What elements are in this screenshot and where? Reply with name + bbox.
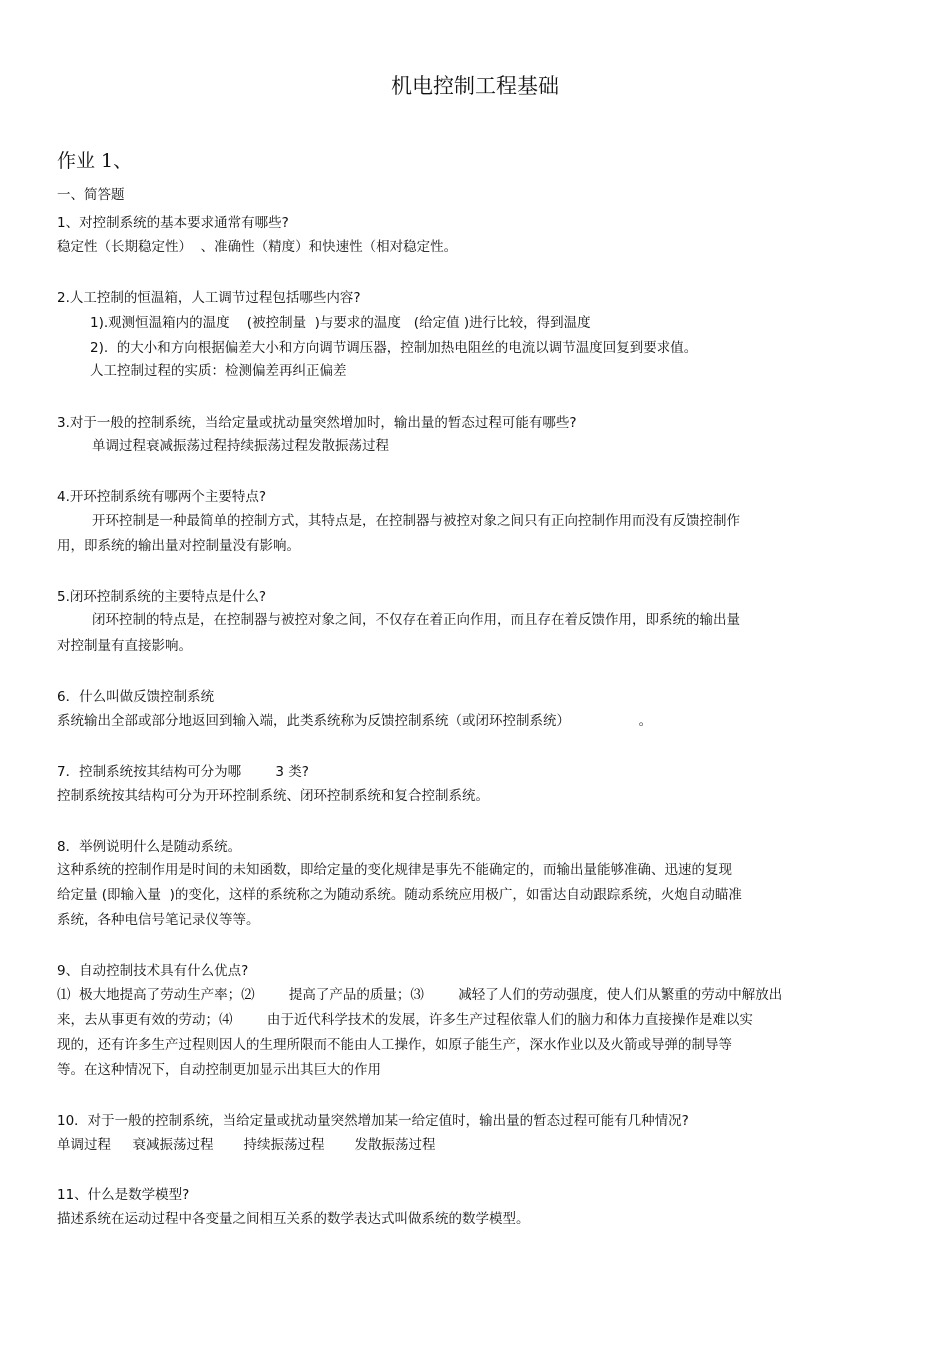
question-1: 1、对控制系统的基本要求通常有哪些?	[57, 215, 289, 231]
question-8: 8．举例说明什么是随动系统。	[57, 839, 242, 855]
answer-9-line-2: 来，去从事更有效的劳动；⑷ 由于近代科学技术的发展，许多生产过程依靠人们的脑力和体力直接操作是难以实	[57, 1012, 753, 1028]
question-5: 5.闭环控制系统的主要特点是什么?	[57, 589, 267, 605]
answer-6: 系统输出全部或部分地返回到输入端，此类系统称为反馈控制系统（或闭环控制系统） 。	[57, 713, 653, 729]
answer-4-line-2: 用，即系统的输出量对控制量没有影响。	[57, 538, 300, 554]
answer-8-line-3: 系统，各种电信号笔记录仪等等。	[57, 912, 260, 928]
answer-10: 单调过程 衰减振荡过程 持续振荡过程 发散振荡过程	[57, 1137, 436, 1153]
section-heading: 一、简答题	[57, 187, 125, 203]
answer-7: 控制系统按其结构可分为开环控制系统、闭环控制系统和复合控制系统。	[57, 788, 489, 804]
question-4: 4.开环控制系统有哪两个主要特点?	[57, 489, 267, 505]
question-7: 7．控制系统按其结构可分为哪 3 类?	[57, 764, 309, 780]
page-title: 机电控制工程基础	[391, 74, 559, 98]
question-3: 3.对于一般的控制系统，当给定量或扰动量突然增加时，输出量的暂态过程可能有哪些?	[57, 415, 577, 431]
answer-2-line-1: 1).观测恒温箱内的温度 (被控制量 )与要求的温度 (给定值 )进行比较，得到温度	[90, 315, 591, 331]
question-9: 9、自动控制技术具有什么优点?	[57, 963, 249, 979]
homework-heading: 作业 1、	[57, 150, 133, 172]
question-6: 6．什么叫做反馈控制系统	[57, 689, 215, 705]
question-10: 10．对于一般的控制系统，当给定量或扰动量突然增加某一给定值时，输出量的暂态过程可能有几种情况?	[57, 1113, 689, 1129]
answer-3: 单调过程衰减振荡过程持续振荡过程发散振荡过程	[92, 438, 389, 454]
answer-4-line-1: 开环控制是一种最简单的控制方式，其特点是，在控制器与被控对象之间只有正向控制作用而没有反馈控制作	[92, 513, 740, 529]
answer-1: 稳定性（长期稳定性） 、准确性（精度）和快速性（相对稳定性。	[57, 239, 458, 255]
answer-11: 描述系统在运动过程中各变量之间相互关系的数学表达式叫做系统的数学模型。	[57, 1211, 530, 1227]
question-11: 11、什么是数学模型?	[57, 1187, 190, 1203]
question-2: 2.人工控制的恒温箱，人工调节过程包括哪些内容?	[57, 290, 361, 306]
answer-5-line-2: 对控制量有直接影响。	[57, 638, 192, 654]
answer-9-line-1: ⑴ 极大地提高了劳动生产率；⑵ 提高了产品的质量；⑶ 减轻了人们的劳动强度，使人们从繁重的劳动中解放出	[57, 987, 783, 1003]
answer-2-line-3: 人工控制过程的实质：检测偏差再纠正偏差	[90, 363, 347, 379]
answer-9-line-3: 现的，还有许多生产过程则因人的生理所限而不能由人工操作，如原子能生产，深水作业以及火箭或导弹的制导等	[57, 1037, 732, 1053]
answer-5-line-1: 闭环控制的特点是，在控制器与被控对象之间，不仅存在着正向作用，而且存在着反馈作用，即系统的输出量	[92, 612, 740, 628]
answer-9-line-4: 等。在这种情况下，自动控制更加显示出其巨大的作用	[57, 1062, 381, 1078]
answer-8-line-2: 给定量 (即输入量 )的变化，这样的系统称之为随动系统。随动系统应用极广，如雷达自动跟踪系统，火炮自动瞄准	[57, 887, 742, 903]
answer-8-line-1: 这种系统的控制作用是时间的未知函数，即给定量的变化规律是事先不能确定的，而输出量能够准确、迅速的复现	[57, 862, 732, 878]
answer-2-line-2: 2). 的大小和方向根据偏差大小和方向调节调压器，控制加热电阻丝的电流以调节温度回复到要求值。	[90, 340, 698, 356]
